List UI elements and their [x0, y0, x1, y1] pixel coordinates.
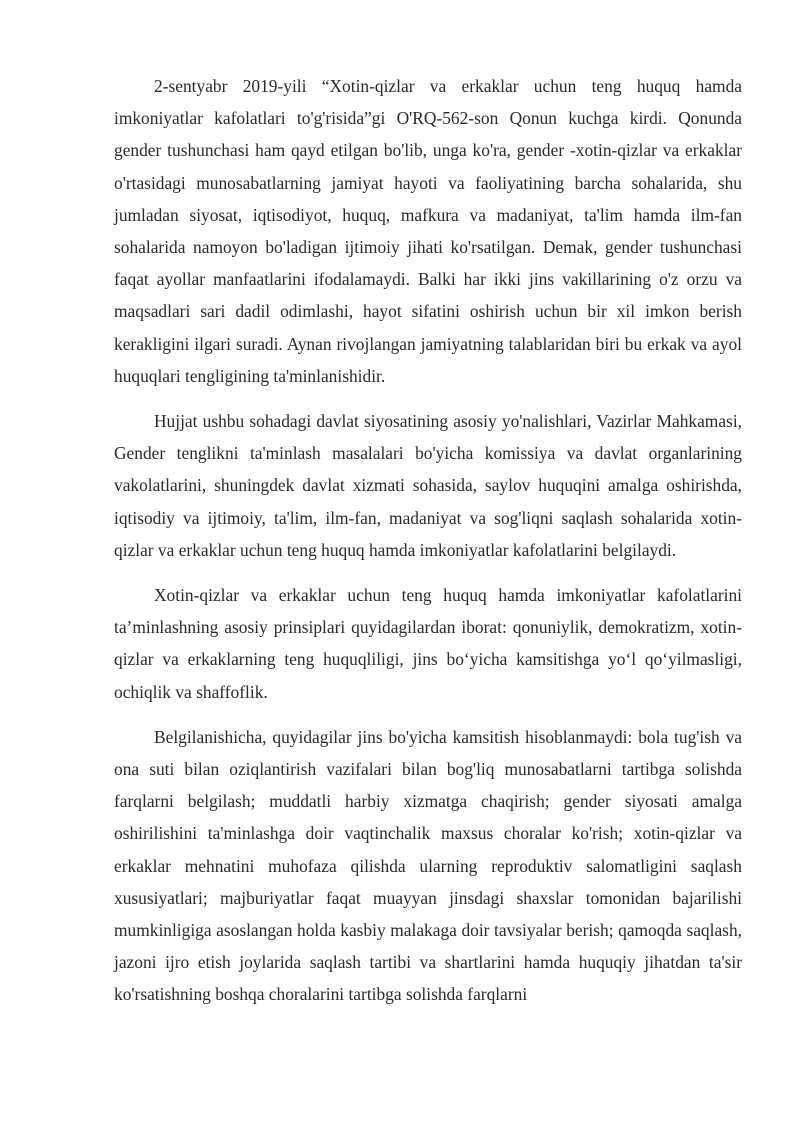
paragraph-document-scope: Hujjat ushbu sohadagi davlat siyosatining asosiy yo'nalishlari, Vazirlar Mahkamasi, Gender tenglikni ta'minlash masalalari bo'yicha komissiya va davlat organlarining vakolatlarini, shuningdek davlat xizmati sohasida, saylov huquqini amalga oshirishda, iqtisodiy va ijtimoiy, ta'lim, ilm-fan, madaniyat va sog'liqni saqlash sohalarida xotin-qizlar va erkaklar uchun teng huquq hamda imkoniyatlar kafolatlarini belgilaydi.: [114, 411, 742, 560]
paragraph-principles: Xotin-qizlar va erkaklar uchun teng huquq hamda imkoniyatlar kafolatlarini ta’minlashning asosiy prinsiplari quyidagilardan iborat: qonuniylik, demokratizm, xotin-qizlar va erkaklarning teng huquqliligi, jins bo‘yicha kamsitishga yo‘l qo‘yilmasligi, ochiqlik va shaffoflik.: [114, 585, 742, 702]
paragraph-non-discrimination: Belgilanishicha, quyidagilar jins bo'yicha kamsitish hisoblanmaydi: bola tug'ish va ona suti bilan oziqlantirish vazifalari bilan bog'liq munosabatlarni tartibga solishda farqlarni belgilash; muddatli harbiy xizmatga chaqirish; gender siyosati amalga oshirilishini ta'minlashga doir vaqtinchalik maxsus choralar ko'rish; xotin-qizlar va erkaklar mehnatini muhofaza qilishda ularning reproduktiv salomatligini saqlash xususiyatlari; majburiyatlar faqat muayyan jinsdagi shaxslar tomonidan bajarilishi mumkinligiga asoslangan holda kasbiy malakaga doir tavsiyalar berish; qamoqda saqlash, jazoni ijro etish joylarida saqlash tartibi va shartlarini hamda huquqiy jihatdan ta'sir ko'rsatishning boshqa choralarini tartibga solishda farqlarni: [114, 726, 742, 1005]
document-page: [114, 70, 742, 1024]
paragraph-law-enactment: 2-sentyabr 2019-yili “Xotin-qizlar va erkaklar uchun teng huquq hamda imkoniyatlar kafolatlari to'g'risida”gi O'RQ-562-son Qonun kuchga kirdi. Qonunda gender tushunchasi ham qayd etilgan bo'lib, unga ko'ra, gender -xotin-qizlar va erkaklar o'rtasidagi munosabatlarning jamiyat hayoti va faoliyatining barcha sohalarida, shu jumladan siyosat, iqtisodiyot, huquq, mafkura va madaniyat, ta'lim hamda ilm-fan sohalarida namoyon bo'ladigan ijtimoiy jihati ko'rsatilgan. Demak, gender tushunchasi faqat ayollar manfaatlarini ifodalamaydi. Balki har ikki jins vakillarining o'z orzu va maqsadlari sari dadil odimlashi, hayot sifatini oshirish uchun bir xil imkon berish kerakligini ilgari suradi. Aynan rivojlangan jamiyatning talablaridan biri bu erkak va ayol huquqlari tengligining ta'minlanishidir.: [114, 76, 742, 386]
